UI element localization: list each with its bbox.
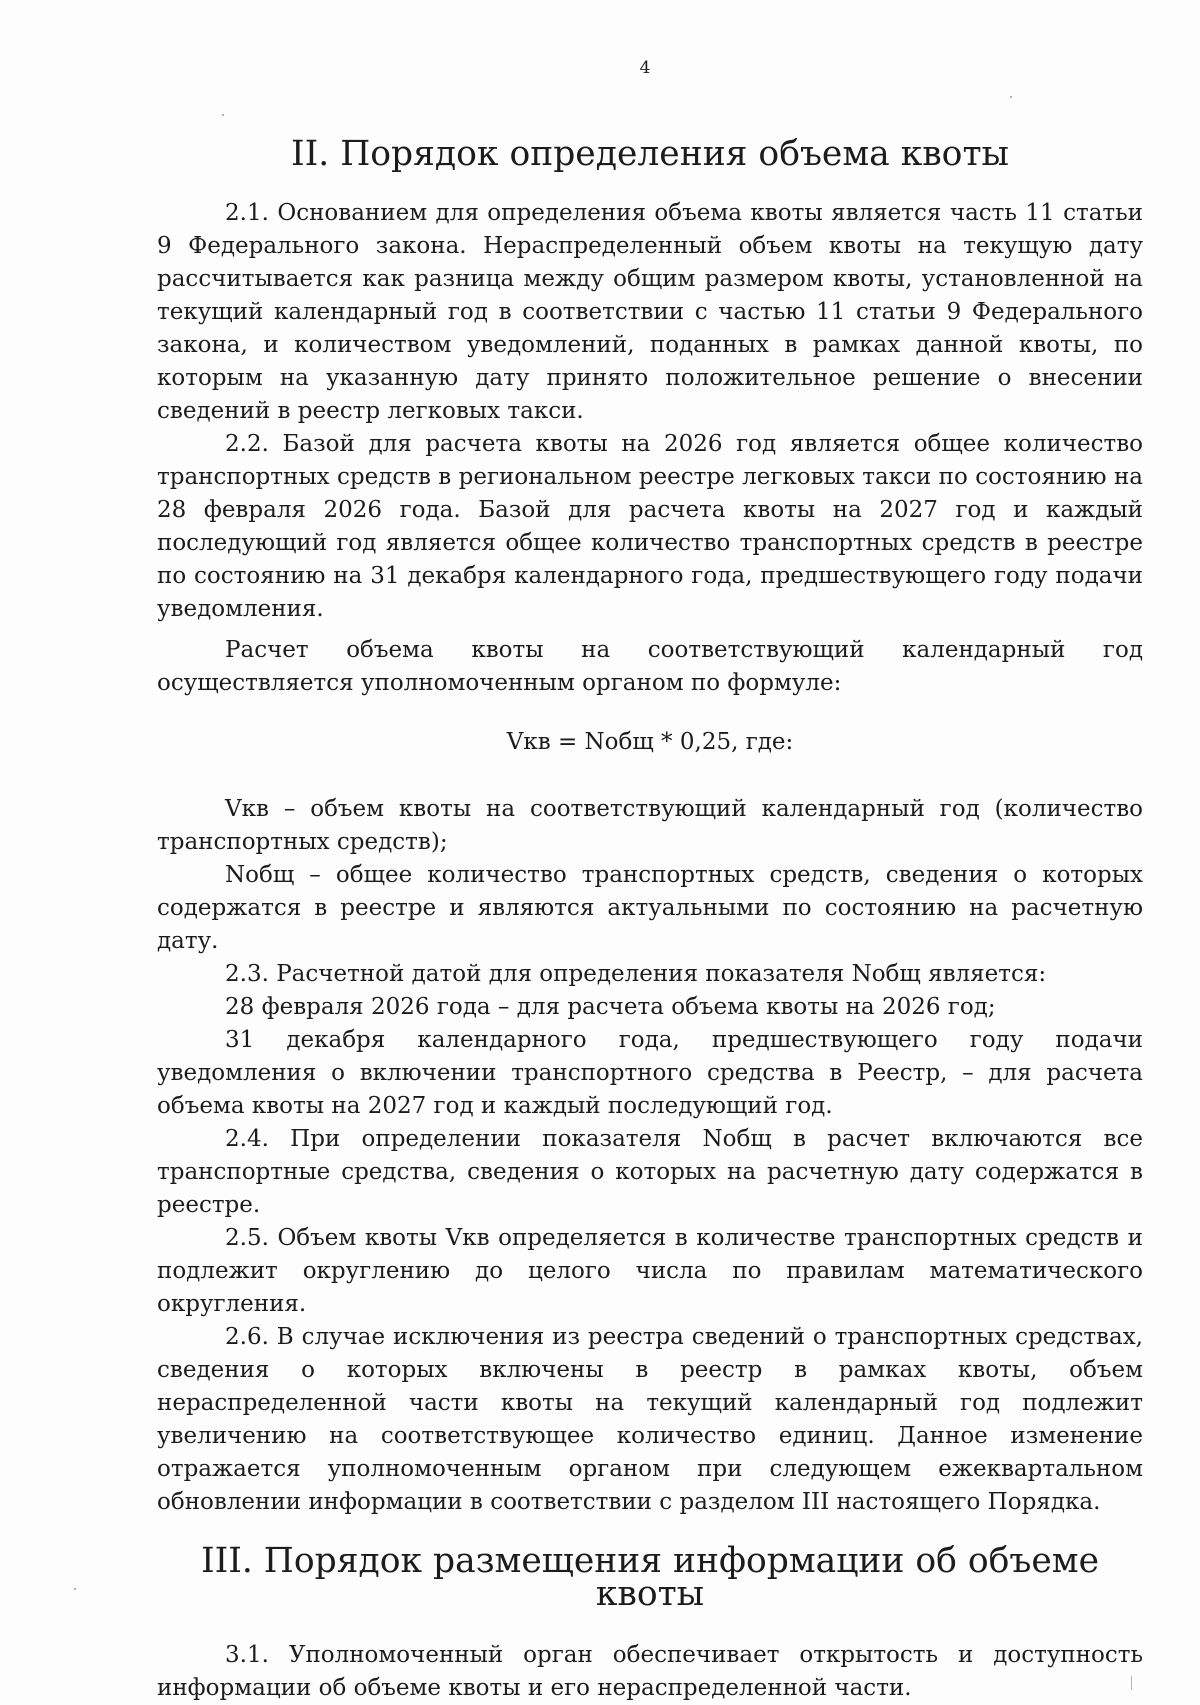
paragraph-2-6: 2.6. В случае исключения из реестра сведений о транспортных средствах, сведения о которых включены в реестр в рамках квоты, объем нераспределенной части квоты на текущий календарный год подлежит увеличению на соответствующее количество единиц. Данное изменение отражается уполномоченным органом при следующем ежеквартальном обновлении информации в соответствии с разделом III настоящего Порядка. [157, 1324, 1143, 1515]
paragraph-2-3-item-2: 31 декабря календарного года, предшествующего году подачи уведомления о включении транспортного средства в Реестр, – для расчета объема квоты на 2027 год и каждый последующий год. [157, 1027, 1143, 1119]
scan-speck [222, 114, 224, 116]
paragraph-2-4: 2.4. При определении показателя Nобщ в расчет включаются все транспортные средства, сведения о которых на расчетную дату содержатся в реестре. [157, 1126, 1143, 1218]
paragraph-calculation: Расчет объема квоты на соответствующий календарный год осуществляется уполномоченным органом по формуле: [157, 637, 1143, 696]
scan-speck [1010, 96, 1012, 98]
scan-mark [1131, 1676, 1132, 1690]
section-3-title: III. Порядок размещения информации об объеме квоты [200, 1541, 1100, 1614]
section-2-title: II. Порядок определения объема квоты [291, 134, 1009, 174]
paragraph-2-3-item-1: 28 февраля 2026 года – для расчета объема квоты на 2026 год; [225, 994, 996, 1020]
definition-nobsh: Nобщ – общее количество транспортных средств, сведения о которых содержатся в реестре и являются актуальными по состоянию на расчетную дату. [157, 862, 1143, 954]
paragraph-2-5: 2.5. Объем квоты Vкв определяется в количестве транспортных средств и подлежит округлению до целого числа по правилам математического округления. [157, 1225, 1143, 1317]
document-body [157, 134, 1143, 1705]
definition-vkv: Vкв – объем квоты на соответствующий календарный год (количество транспортных средств); [157, 796, 1143, 855]
paragraph-2-3: 2.3. Расчетной датой для определения показателя Nобщ является: [225, 961, 1047, 987]
paragraph-2-2: 2.2. Базой для расчета квоты на 2026 год является общее количество транспортных средств в региональном реестре легковых такси по состоянию на 28 февраля 2026 года. Базой для расчета квоты на 2027 год и каждый последующий год является общее количество транспортных средств в реестре по состоянию на 31 декабря календарного года, предшествующего году подачи уведомления. [157, 431, 1143, 622]
paragraph-3-1: 3.1. Уполномоченный орган обеспечивает открытость и доступность информации об объеме квоты и его нераспределенной части. [157, 1642, 1143, 1701]
paragraph-2-1: 2.1. Основанием для определения объема квоты является часть 11 статьи 9 Федерального закона. Нераспределенный объем квоты на текущую дату рассчитывается как разница между общим размером квоты, установленной на текущий календарный год в соответствии с частью 11 статьи 9 Федерального закона, и количеством уведомлений, поданных в рамках данной квоты, по которым на указанную дату принято положительное решение о внесении сведений в реестр легковых такси. [157, 200, 1143, 424]
quota-formula: Vкв = Nобщ * 0,25, где: [506, 729, 794, 755]
page-number: 4 [639, 58, 651, 78]
scan-speck [74, 1588, 76, 1590]
